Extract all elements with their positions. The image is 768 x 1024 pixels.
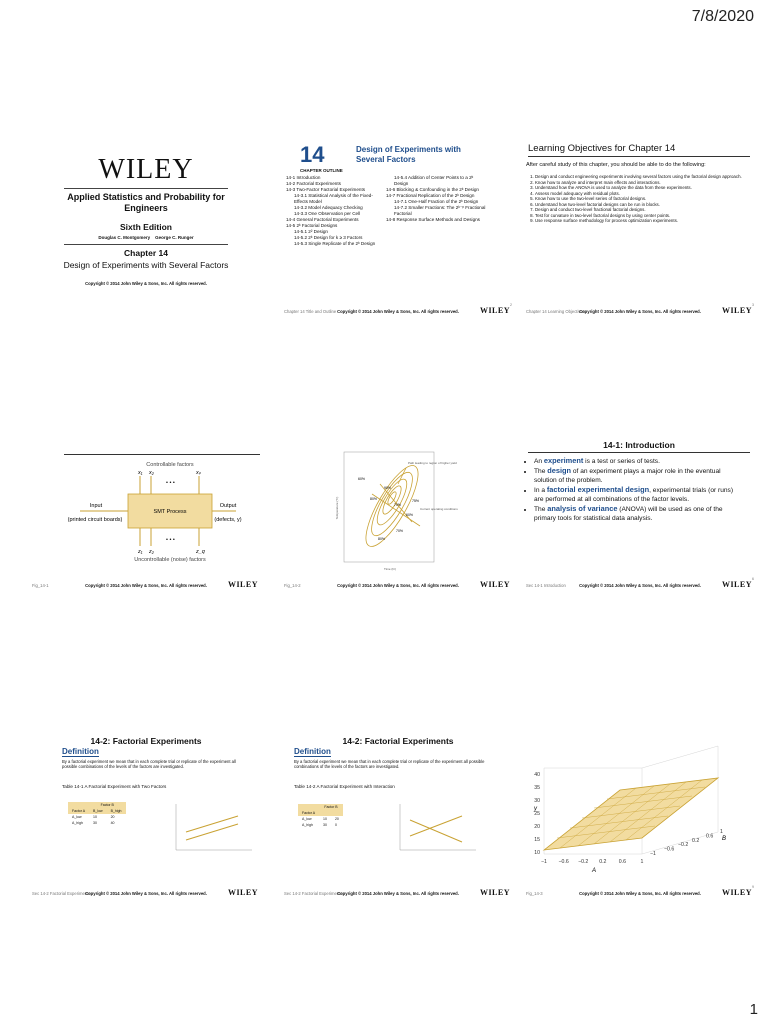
slide-outline[interactable]	[280, 140, 516, 318]
wiley-logo-small: WILEY	[721, 888, 752, 897]
y-ticks	[534, 772, 540, 856]
slide-factorial-1[interactable]	[28, 722, 264, 900]
tick-label: 10	[534, 850, 540, 856]
fig-label: Chapter 14 Learning Objectives	[526, 309, 585, 314]
fig-label: Sec 14-2 Factorial Experiments	[284, 891, 343, 896]
factor-a-label: Factor A	[302, 811, 316, 815]
x1-label: x₁	[138, 470, 143, 476]
bullet-text: is a test or series of tests.	[583, 458, 660, 465]
input-label: Input	[89, 503, 103, 509]
objective-item: 2. Know how to analyze and interpret main effects and interactions.	[535, 180, 742, 186]
objective-item: 7. Design and conduct two-level fractional factorial designs.	[535, 207, 742, 213]
slide-page-number: 6	[752, 577, 754, 581]
copyright: Copyright © 2014 John Wiley & Sons, Inc. All rights reserved.	[579, 309, 701, 314]
objective-item: 3. Understand how the ANOVA is used to analyze the data from these experiments.	[535, 185, 742, 191]
table-caption: Table 14-1 A Factorial Experiment with Two Factors	[62, 784, 167, 789]
intro-title: 14-1: Introduction	[528, 440, 750, 453]
bullet-text: (ANOVA) will be used as one of the primary tools for statistical data analysis.	[534, 506, 723, 522]
intro-bullet	[534, 456, 744, 466]
outline-item: 14-5.1 2² Design	[294, 228, 328, 234]
fig-label: Chapter 14 Title and Outline	[284, 309, 337, 314]
chapter-title: Design of Experiments with Several Factors	[63, 260, 229, 270]
slide-footer	[280, 304, 516, 316]
slide-factorial-2[interactable]	[280, 722, 516, 900]
slide-introduction[interactable]	[522, 414, 758, 592]
contour-80: 80%	[370, 497, 378, 501]
slide-footer	[280, 886, 516, 898]
outline-item: 14-1 Introduction	[286, 175, 321, 180]
objectives-intro: After careful study of this chapter, you should be able to do the following:	[526, 162, 706, 168]
chapter-number: Chapter 14	[124, 248, 168, 258]
outline-item: 14-5.4 Addition of Center Points to a 2ᵏ Design	[394, 175, 474, 186]
process-diagram	[28, 414, 264, 592]
tick-label: 25	[534, 811, 540, 817]
tick-label: −0.2	[678, 842, 689, 849]
objective-item: 1. Design and conduct engineering experiments involving several factors using the factorial design approach.	[535, 174, 742, 180]
b-axis-label: B	[722, 836, 727, 842]
interaction-plot	[390, 800, 480, 860]
xp-label: xₚ	[196, 470, 202, 476]
key-term: experiment	[543, 456, 584, 465]
page-number: 1	[749, 1001, 758, 1018]
bullet-text: of an experiment plays a major role in the eventual solution of the problem.	[534, 468, 721, 484]
tick-label: 1	[640, 859, 644, 865]
outline-item: 14-4 General Factorial Experiments	[286, 216, 359, 222]
definition-text: By a factorial experiment we mean that in each complete trial or replicate of the experiment all possible combinations of the levels of the factors are investigated.	[62, 759, 236, 770]
outline-item: 14-3 Two-Factor Factorial Experiments	[286, 186, 366, 192]
fig-label: Fig_14-3	[526, 891, 543, 896]
objectives-list	[522, 174, 742, 224]
factorial-title: 14-2: Factorial Experiments	[342, 736, 454, 746]
copyright: Copyright © 2014 John Wiley & Sons, Inc. All rights reserved.	[85, 891, 207, 896]
outline-item: 14-7.2 Smaller Fractions: The 2ᵏ⁻ᵖ Fractional Factorial	[394, 204, 486, 216]
wiley-logo-small: WILEY	[227, 580, 258, 589]
slide-surface-plot[interactable]	[522, 722, 758, 900]
contour-90: 90%	[384, 486, 392, 490]
tick-label: 1	[720, 829, 723, 835]
wiley-logo-small: WILEY	[479, 888, 510, 897]
slide-page-number: 9	[752, 885, 754, 889]
top-dots: • • •	[166, 480, 175, 486]
slide-objectives[interactable]	[522, 140, 758, 318]
authors: Douglas C. Montgomery George C. Runger	[98, 235, 194, 240]
copyright: Copyright © 2014 John Wiley & Sons, Inc. All rights reserved.	[337, 309, 459, 314]
intro-bullet	[534, 504, 744, 523]
contour-60b: 60%	[358, 477, 366, 481]
factor-b-label: Factor B	[100, 803, 114, 807]
key-term: analysis of variance	[547, 504, 618, 514]
intro-bullet	[534, 485, 744, 504]
outline-item: 14-5 2ᵏ Factorial Designs	[286, 222, 338, 228]
outline-left-column	[286, 175, 386, 247]
tick-label: −1	[650, 851, 656, 857]
factor-b-label: Factor B	[324, 805, 338, 809]
contour-70: 70%	[394, 503, 402, 507]
tick-label: 40	[534, 772, 540, 778]
outline-item: 14-6 Blocking & Confounding in the 2ᵏ Design	[386, 186, 479, 192]
x-axis-label: Time (hr)	[383, 567, 397, 571]
outline-item: 14-3.2 Model Adequacy Checking	[294, 204, 363, 210]
output-label: Output	[219, 503, 237, 509]
z1-label: z₁	[138, 549, 143, 555]
z2-label: z₂	[149, 549, 154, 555]
factorial-table: Factor B Factor A B_low B_high A_low 10 20 A_high 30 40	[68, 802, 126, 826]
zq-label: z_q	[196, 549, 205, 555]
objectives-title: Learning Objectives for Chapter 14	[528, 143, 750, 157]
edition: Sixth Edition	[120, 222, 172, 232]
slide-process-diagram[interactable]	[28, 414, 264, 592]
slide-contour-plot[interactable]	[280, 414, 516, 592]
bullet-text: An	[534, 458, 544, 465]
bullet-text: The	[534, 468, 548, 476]
wiley-logo: WILEY	[98, 154, 194, 185]
objective-item: 4. Assess model adequacy with residual plots.	[535, 191, 742, 197]
contour-75: 75%	[412, 499, 420, 503]
outline-item: 14-8 Response Surface Methods and Designs	[386, 216, 480, 222]
bullet-text: The	[534, 506, 548, 514]
definition-label: Definition	[62, 747, 99, 756]
tick-label: −0.6	[664, 846, 675, 853]
wiley-logo-small: WILEY	[721, 580, 752, 589]
annot-top: Path leading to region of higher yield	[408, 461, 457, 465]
slide-page-number: 2	[510, 303, 512, 307]
x-axis-label: A	[592, 868, 597, 874]
tick-label: 0.6	[706, 833, 714, 840]
outline-item: 14-2 Factorial Experiments	[286, 180, 341, 186]
bullet-text: In a	[534, 487, 547, 495]
outline-item: 14-3.3 One Observation per Cell	[294, 210, 361, 216]
copyright: Copyright © 2014 John Wiley & Sons, Inc. All rights reserved.	[579, 583, 701, 588]
main-effect-plot	[166, 800, 256, 860]
annot-right: Current operating conditions	[420, 507, 458, 511]
outline-item: 14-7 Fractional Replication of the 2ᵏ Design	[386, 192, 475, 198]
tick-label: −1	[541, 859, 547, 865]
contour-80b: 80%	[378, 537, 386, 541]
factor-a-label: Factor A	[72, 809, 86, 813]
fig-label: Fig_14-2	[284, 583, 301, 588]
definition-label: Definition	[294, 747, 331, 756]
bullet-text: , experimental trials (or runs) are performed at all combinations of the factor levels.	[534, 487, 734, 503]
outline-item: 14-5.2 2ᵏ Design for k ≥ 3 Factors	[294, 234, 363, 240]
objective-item: 6. Understand how two-level factorial designs can be run in blocks.	[535, 202, 742, 208]
book-title: Applied Statistics and Probability for Engineers	[67, 192, 225, 214]
tick-label: −0.6	[558, 859, 569, 865]
outline-item: 14-7.1 One-Half Fraction of the 2ᵏ Design	[394, 198, 479, 204]
slide-footer	[522, 886, 758, 898]
outline-heading: CHAPTER OUTLINE	[300, 168, 343, 173]
process-label: SMT Process	[153, 509, 187, 515]
slide-footer	[28, 886, 264, 898]
key-term: design	[547, 466, 572, 476]
slide-footer	[280, 578, 516, 590]
x2-label: x₂	[149, 470, 154, 476]
fig-label: Fig_14-1	[32, 583, 49, 588]
slide-footer	[28, 276, 264, 288]
y-axis-label: Temperature (°F)	[335, 496, 339, 520]
header-date: 7/8/2020	[691, 8, 754, 25]
slide-footer	[522, 304, 758, 316]
tick-label: 0.2	[692, 837, 700, 844]
tick-label: 20	[534, 824, 540, 830]
copyright: Copyright © 2014 John Wiley & Sons, Inc. All rights reserved.	[337, 891, 459, 896]
copyright: Copyright © 2014 John Wiley & Sons, Inc. All rights reserved.	[337, 583, 459, 588]
objective-item: 9. Use response surface methodology for process optimization experiments.	[535, 218, 742, 224]
x-ticks	[541, 859, 644, 865]
slide-title[interactable]	[28, 140, 264, 318]
b-ticks	[650, 829, 723, 857]
key-term: factorial experimental design	[546, 485, 650, 495]
input-sub: (printed circuit boards)	[67, 517, 123, 523]
table-caption: Table 14-2 A Factorial Experiment with Interaction	[294, 784, 395, 789]
bottom-dots: • • •	[166, 537, 175, 543]
slide-footer	[28, 578, 264, 590]
b-high: B_high	[110, 809, 122, 813]
outline-title: Design of Experiments with Several Factors	[356, 145, 461, 164]
copyright: Copyright © 2014 John Wiley & Sons, Inc. All rights reserved.	[579, 891, 701, 896]
contour-60: 60%	[406, 513, 414, 517]
contour-plot	[280, 414, 516, 592]
slide-footer	[522, 578, 758, 590]
outline-item: 14-3.1 Statistical Analysis of the Fixed-Effects Model	[294, 192, 373, 204]
interaction-table: Factor B Factor A A_low 10 20 A_high 30 0	[298, 804, 343, 828]
y-axis-label: y	[534, 806, 537, 812]
outline-item: 14-5.3 Single Replicate of the 2ᵏ Design	[294, 240, 376, 246]
outline-right-column	[386, 175, 486, 223]
output-sub: (defects, y)	[214, 517, 242, 523]
tick-label: −0.2	[578, 859, 589, 865]
tick-label: 30	[534, 798, 540, 804]
controllable-label: Controllable factors	[146, 462, 194, 468]
intro-bullets	[522, 456, 744, 523]
objective-item: 8. Test for curvature in two-level factorial designs by using center points.	[535, 213, 742, 219]
b-low: B_low	[93, 809, 103, 813]
surface-plot	[522, 722, 758, 900]
factorial-title: 14-2: Factorial Experiments	[90, 736, 202, 746]
wiley-logo-small: WILEY	[479, 580, 510, 589]
tick-label: 35	[534, 785, 540, 791]
copyright: Copyright © 2014 John Wiley & Sons, Inc. All rights reserved.	[85, 281, 207, 286]
copyright: Copyright © 2014 John Wiley & Sons, Inc. All rights reserved.	[85, 583, 207, 588]
uncontrollable-label: Uncontrollable (noise) factors	[134, 557, 206, 563]
tick-label: 0.6	[618, 859, 627, 865]
tick-label: 15	[534, 837, 540, 843]
wiley-logo-small: WILEY	[721, 306, 752, 315]
fig-label: Sec 14-1 Introduction	[526, 583, 566, 588]
slide-page-number: 3	[752, 303, 754, 307]
intro-bullet	[534, 466, 744, 485]
chapter-number-big: 14	[300, 142, 325, 167]
wiley-logo-small: WILEY	[479, 306, 510, 315]
wiley-logo-small: WILEY	[227, 888, 258, 897]
contour-70b: 70%	[396, 529, 404, 533]
objective-item: 5. Know how to use the two-level series of factorial designs.	[535, 196, 742, 202]
tick-label: 0.2	[599, 859, 607, 865]
fig-label: Sec 14-2 Factorial Experiments	[32, 891, 91, 896]
definition-text: By a factorial experiment we mean that in each complete trial or replicate of the experiment all possible combinations of the levels of the factors are investigated.	[294, 759, 485, 770]
